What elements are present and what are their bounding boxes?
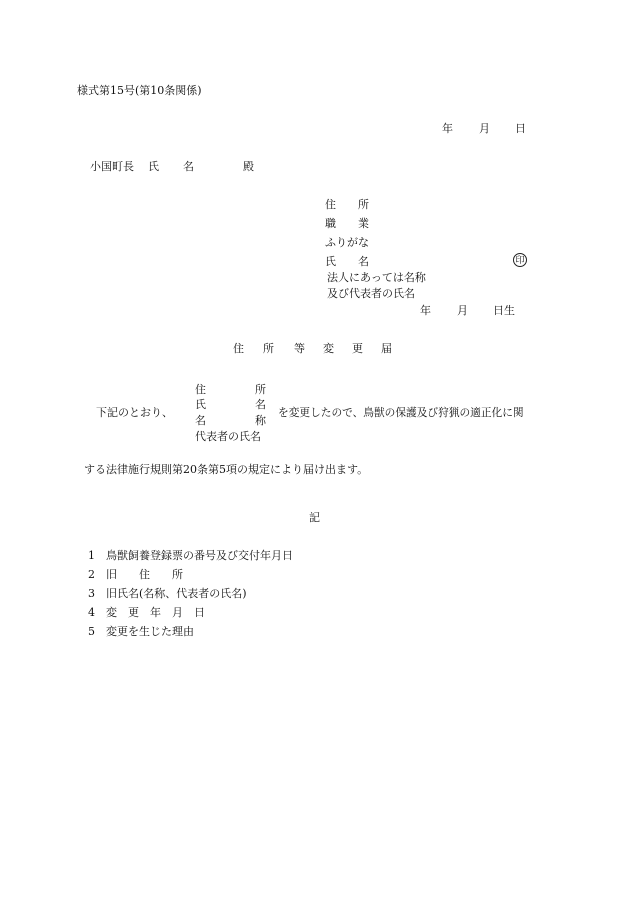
title-char-3: 等 bbox=[294, 342, 305, 355]
corporate-note-line-2: 及び代表者の氏名 bbox=[327, 287, 415, 300]
item-number: 1 bbox=[88, 549, 95, 562]
option-left-2: 氏 bbox=[195, 398, 206, 411]
item-number: 2 bbox=[88, 568, 95, 581]
item-number: 4 bbox=[88, 606, 95, 619]
item-number: 5 bbox=[88, 625, 95, 638]
option-right-1: 所 bbox=[255, 383, 266, 396]
body-continuation: する法律施行規則第20条第5項の規定により届け出ます。 bbox=[84, 463, 369, 476]
item-number: 3 bbox=[88, 587, 95, 600]
applicant-occupation-label: 職 業 bbox=[325, 217, 369, 230]
addressee-honorific: 殿 bbox=[243, 160, 254, 173]
option-right-2: 名 bbox=[255, 398, 266, 411]
date-day-label: 日 bbox=[515, 122, 526, 135]
title-char-2: 所 bbox=[263, 342, 274, 355]
option-right-3: 称 bbox=[255, 414, 266, 427]
body-trail: を変更したので、鳥獣の保護及び狩猟の適正化に関 bbox=[278, 406, 524, 419]
item-text: 旧 住 所 bbox=[106, 568, 183, 581]
addressee-name-label-2: 名 bbox=[183, 160, 194, 173]
title-char-6: 届 bbox=[381, 342, 392, 355]
birth-year-label: 年 bbox=[420, 304, 431, 317]
birth-day-label: 日生 bbox=[493, 304, 515, 317]
title-char-5: 更 bbox=[352, 342, 363, 355]
addressee-title: 小国町長 bbox=[90, 160, 134, 173]
birth-month-label: 月 bbox=[457, 304, 468, 317]
applicant-name-label: 氏 名 bbox=[325, 255, 369, 268]
corporate-note-line-1: 法人にあっては名称 bbox=[327, 271, 426, 284]
item-text: 変更を生じた理由 bbox=[106, 625, 194, 638]
title-char-1: 住 bbox=[233, 342, 244, 355]
form-number: 様式第15号(第10条関係) bbox=[77, 84, 202, 97]
option-left-1: 住 bbox=[195, 383, 206, 396]
date-month-label: 月 bbox=[479, 122, 490, 135]
item-text: 鳥獣飼養登録票の番号及び交付年月日 bbox=[106, 549, 293, 562]
title-char-4: 変 bbox=[323, 342, 334, 355]
seal-mark: 印 bbox=[513, 253, 527, 267]
option-last: 代表者の氏名 bbox=[195, 430, 261, 443]
applicant-furigana-label: ふりがな bbox=[325, 236, 369, 249]
ki-heading: 記 bbox=[309, 511, 320, 524]
date-year-label: 年 bbox=[442, 122, 453, 135]
item-text: 旧氏名(名称、代表者の氏名) bbox=[106, 587, 247, 600]
option-left-3: 名 bbox=[195, 414, 206, 427]
item-text: 変 更 年 月 日 bbox=[106, 606, 205, 619]
body-lead: 下記のとおり、 bbox=[96, 406, 173, 419]
addressee-name-label-1: 氏 bbox=[148, 160, 159, 173]
applicant-address-label: 住 所 bbox=[325, 198, 369, 211]
